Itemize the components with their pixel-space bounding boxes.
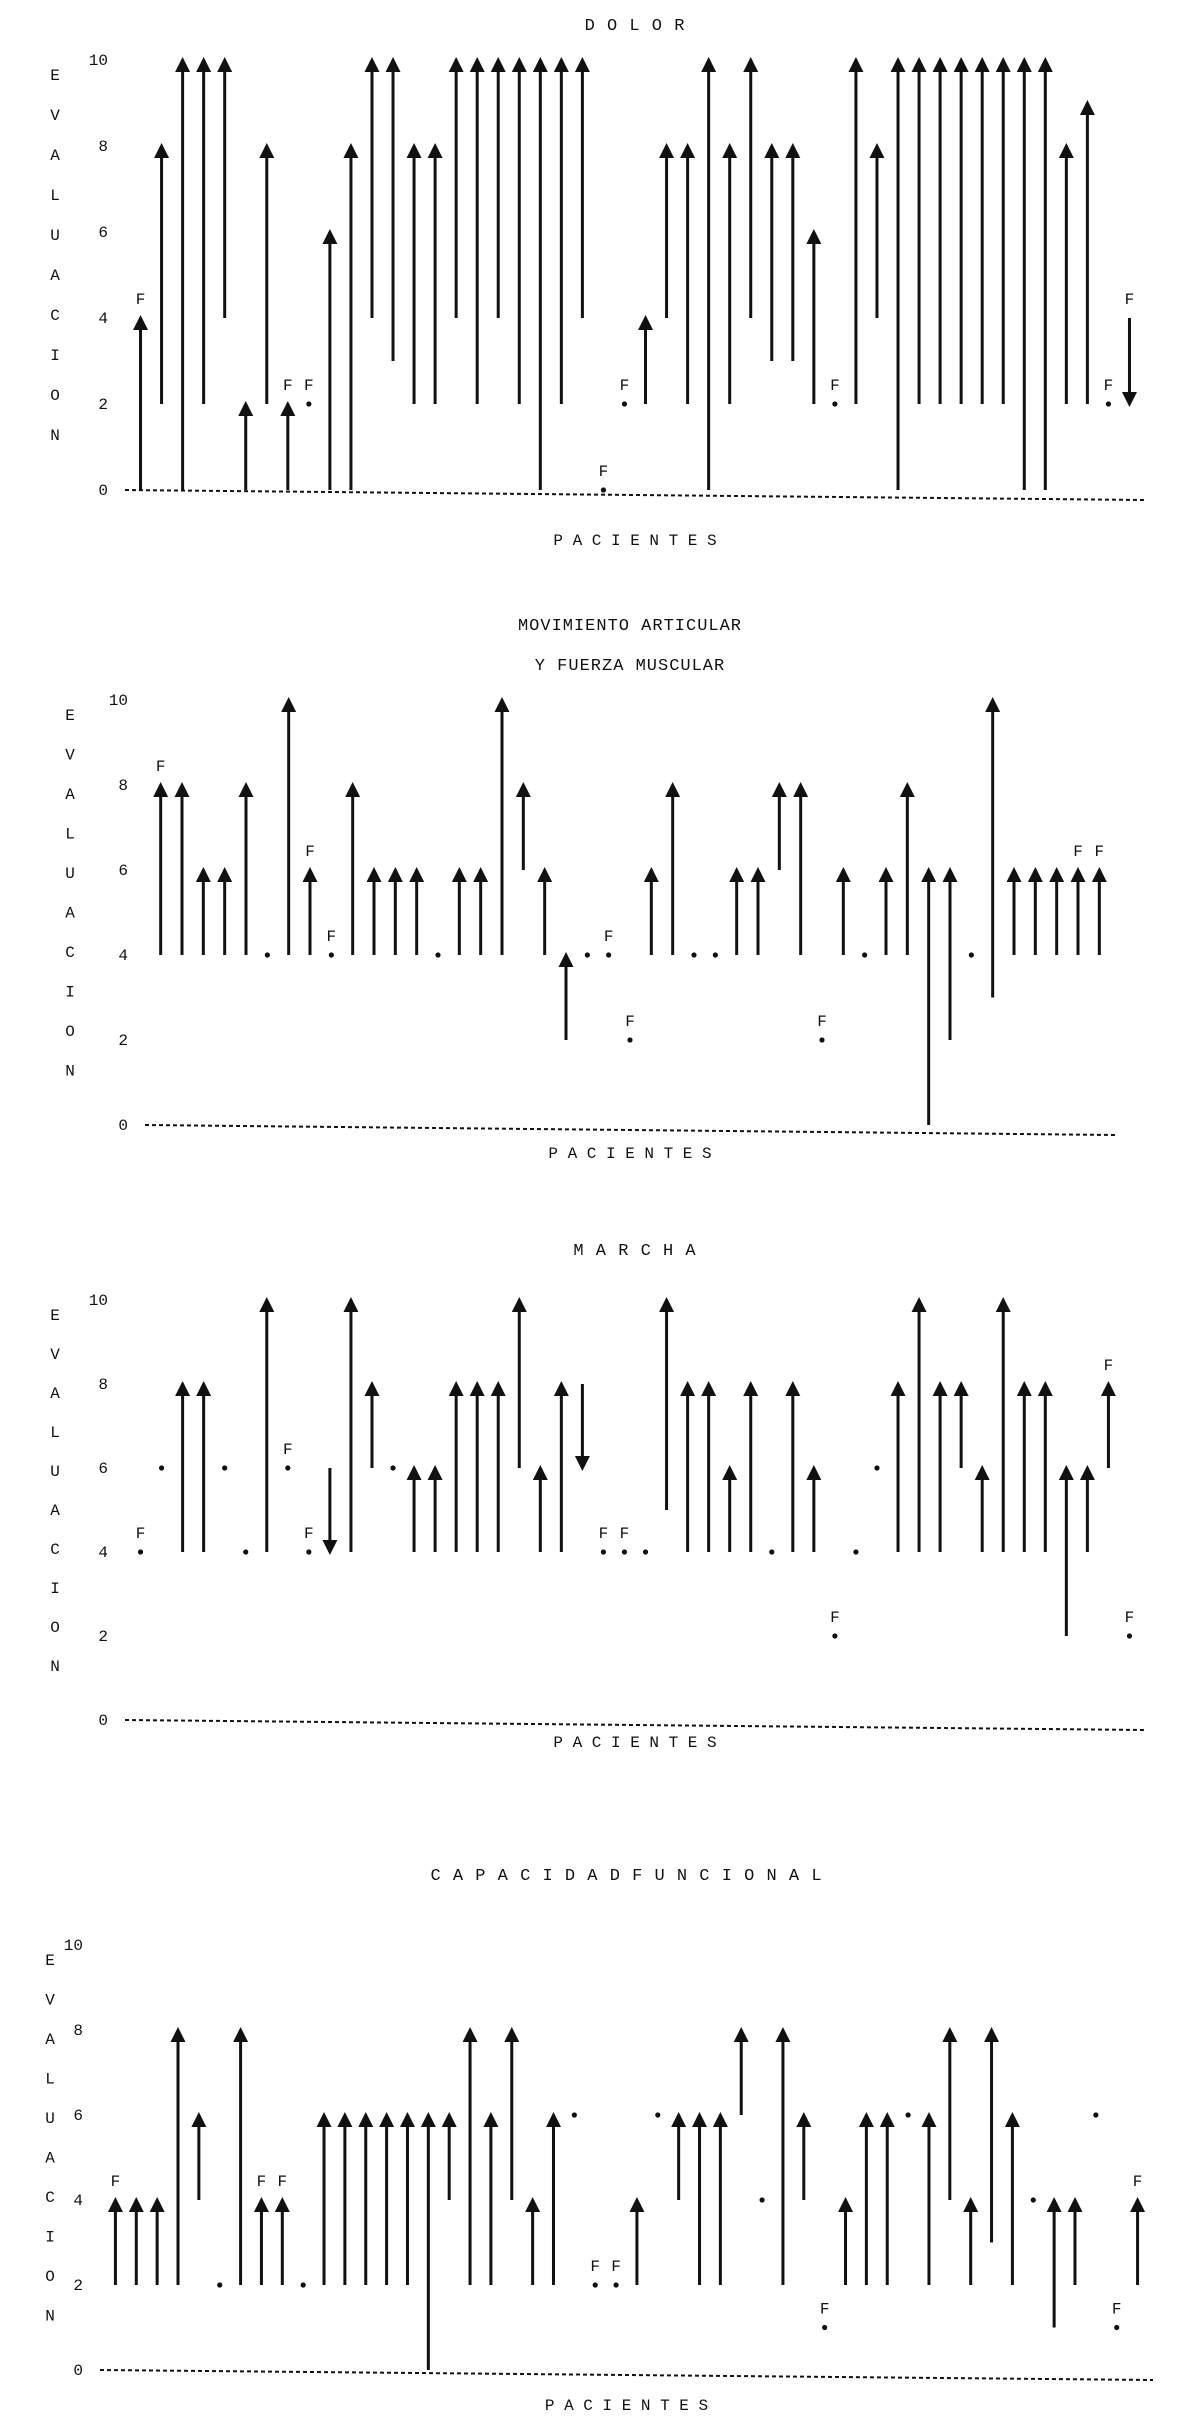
flag-label: F bbox=[304, 377, 314, 395]
unchanged-dot bbox=[435, 952, 440, 957]
y-tick-label: 0 bbox=[98, 482, 108, 500]
y-tick-label: 4 bbox=[98, 1544, 108, 1562]
flag-label: F bbox=[1124, 1609, 1135, 1627]
y-tick-label: 4 bbox=[73, 2192, 83, 2210]
y-tick-label: 2 bbox=[73, 2277, 83, 2295]
unchanged-dot bbox=[606, 952, 611, 957]
x-axis-label: P A C I E N T E S bbox=[544, 2397, 709, 2415]
flag-label: F bbox=[598, 1525, 609, 1543]
unchanged-dot bbox=[593, 2282, 598, 2287]
unchanged-dot bbox=[1114, 2325, 1119, 2330]
y-tick-label: 10 bbox=[88, 52, 108, 70]
flag-label: F bbox=[304, 1525, 314, 1543]
chart-panel bbox=[50, 1242, 1145, 1752]
flag-label: F bbox=[611, 2258, 621, 2276]
unchanged-dot bbox=[390, 1465, 395, 1470]
unchanged-dot bbox=[643, 1549, 648, 1554]
unchanged-dot bbox=[329, 952, 334, 957]
x-axis-label: P A C I E N T E S bbox=[553, 532, 717, 550]
y-tick-label: 6 bbox=[98, 1460, 108, 1478]
chart-title: Y FUERZA MUSCULAR bbox=[534, 657, 726, 676]
flag-label: F bbox=[155, 758, 166, 776]
unchanged-dot bbox=[601, 1549, 606, 1554]
unchanged-dot bbox=[1031, 2197, 1036, 2202]
y-tick-label: 10 bbox=[108, 692, 128, 710]
unchanged-dot bbox=[822, 2325, 827, 2330]
flag-label: F bbox=[135, 291, 146, 309]
unchanged-dot bbox=[627, 1037, 632, 1042]
y-tick-label: 8 bbox=[98, 138, 108, 156]
unchanged-dot bbox=[655, 2112, 660, 2117]
unchanged-dot bbox=[301, 2282, 306, 2287]
x-axis-label: P A C I E N T E S bbox=[553, 1734, 717, 1752]
unchanged-dot bbox=[1106, 401, 1111, 406]
unchanged-dot bbox=[613, 2282, 618, 2287]
y-axis-label: E V A L U A C I O N bbox=[45, 1952, 55, 2326]
flag-label: F bbox=[1073, 843, 1083, 861]
flag-label: F bbox=[590, 2258, 601, 2276]
unchanged-dot bbox=[285, 1465, 290, 1470]
chart-title: C A P A C I D A D F U N C I O N A L bbox=[430, 1867, 823, 1886]
y-tick-label: 8 bbox=[73, 2022, 83, 2040]
baseline-dashed bbox=[125, 490, 1145, 500]
y-tick-label: 0 bbox=[98, 1712, 108, 1730]
y-tick-label: 6 bbox=[118, 862, 128, 880]
flag-label: F bbox=[326, 928, 337, 946]
x-axis-label: P A C I E N T E S bbox=[548, 1145, 712, 1163]
flag-label: F bbox=[619, 377, 630, 395]
chart-panel bbox=[65, 617, 1115, 1163]
y-tick-label: 6 bbox=[73, 2107, 83, 2125]
flag-label: F bbox=[830, 1609, 840, 1627]
chart-title: M A R C H A bbox=[573, 1242, 697, 1261]
y-tick-label: 0 bbox=[118, 1117, 128, 1135]
flag-label: F bbox=[305, 843, 315, 861]
unchanged-dot bbox=[874, 1465, 879, 1470]
chart-title: MOVIMIENTO ARTICULAR bbox=[517, 617, 743, 636]
flag-label: F bbox=[1094, 843, 1105, 861]
unchanged-dot bbox=[759, 2197, 764, 2202]
y-tick-label: 8 bbox=[98, 1376, 108, 1394]
baseline-dashed bbox=[145, 1125, 1115, 1135]
flag-label: F bbox=[283, 377, 293, 395]
unchanged-dot bbox=[969, 952, 974, 957]
unchanged-dot bbox=[713, 952, 718, 957]
flag-label: F bbox=[819, 2300, 830, 2319]
flag-label: F bbox=[1132, 2173, 1143, 2191]
unchanged-dot bbox=[691, 952, 696, 957]
unchanged-dot bbox=[601, 487, 606, 492]
flag-label: F bbox=[817, 1013, 827, 1031]
flag-label: F bbox=[1111, 2300, 1122, 2319]
flag-label: F bbox=[830, 377, 840, 395]
y-tick-label: 2 bbox=[118, 1032, 128, 1050]
baseline-dashed bbox=[125, 1720, 1145, 1730]
unchanged-dot bbox=[906, 2112, 911, 2117]
flag-label: F bbox=[619, 1525, 630, 1543]
unchanged-dot bbox=[622, 401, 627, 406]
y-tick-label: 8 bbox=[118, 777, 128, 795]
unchanged-dot bbox=[243, 1549, 248, 1554]
y-axis-label: E V A L U A C I O N bbox=[65, 707, 75, 1081]
unchanged-dot bbox=[306, 1549, 311, 1554]
flag-label: F bbox=[625, 1013, 635, 1031]
flag-label: F bbox=[1124, 291, 1135, 309]
flag-label: F bbox=[1103, 1357, 1114, 1375]
flag-label: F bbox=[598, 463, 609, 481]
unchanged-dot bbox=[853, 1549, 858, 1554]
flag-label: F bbox=[603, 928, 614, 946]
unchanged-dot bbox=[217, 2282, 222, 2287]
chart-panel bbox=[50, 17, 1145, 550]
y-tick-label: 4 bbox=[118, 947, 128, 965]
y-tick-label: 2 bbox=[98, 396, 108, 414]
flag-label: F bbox=[135, 1525, 146, 1543]
y-tick-label: 0 bbox=[73, 2362, 83, 2380]
y-tick-label: 4 bbox=[98, 310, 108, 328]
unchanged-dot bbox=[585, 952, 590, 957]
chart-title: D O L O R bbox=[584, 17, 686, 36]
unchanged-dot bbox=[832, 1633, 837, 1638]
unchanged-dot bbox=[159, 1465, 164, 1470]
y-axis-label: E V A L U A C I O N bbox=[50, 1307, 60, 1676]
unchanged-dot bbox=[862, 952, 867, 957]
unchanged-dot bbox=[222, 1465, 227, 1470]
unchanged-dot bbox=[138, 1549, 143, 1554]
unchanged-dot bbox=[622, 1549, 627, 1554]
y-tick-label: 6 bbox=[98, 224, 108, 242]
flag-label: F bbox=[1103, 377, 1114, 395]
y-axis-label: E V A L U A C I O N bbox=[50, 67, 60, 445]
panels bbox=[45, 17, 1153, 2415]
chart-panel bbox=[45, 1867, 1153, 2415]
unchanged-dot bbox=[1127, 1633, 1132, 1638]
unchanged-dot bbox=[306, 401, 311, 406]
unchanged-dot bbox=[819, 1037, 824, 1042]
unchanged-dot bbox=[265, 952, 270, 957]
y-tick-label: 10 bbox=[88, 1292, 108, 1310]
unchanged-dot bbox=[572, 2112, 577, 2117]
unchanged-dot bbox=[769, 1549, 774, 1554]
y-tick-label: 10 bbox=[63, 1937, 83, 1955]
y-tick-label: 2 bbox=[98, 1628, 108, 1646]
unchanged-dot bbox=[1093, 2112, 1098, 2117]
flag-label: F bbox=[277, 2173, 288, 2191]
flag-label: F bbox=[110, 2173, 121, 2191]
unchanged-dot bbox=[832, 401, 837, 406]
flag-label: F bbox=[256, 2173, 267, 2191]
flag-label: F bbox=[283, 1441, 293, 1459]
baseline-dashed bbox=[100, 2370, 1153, 2380]
